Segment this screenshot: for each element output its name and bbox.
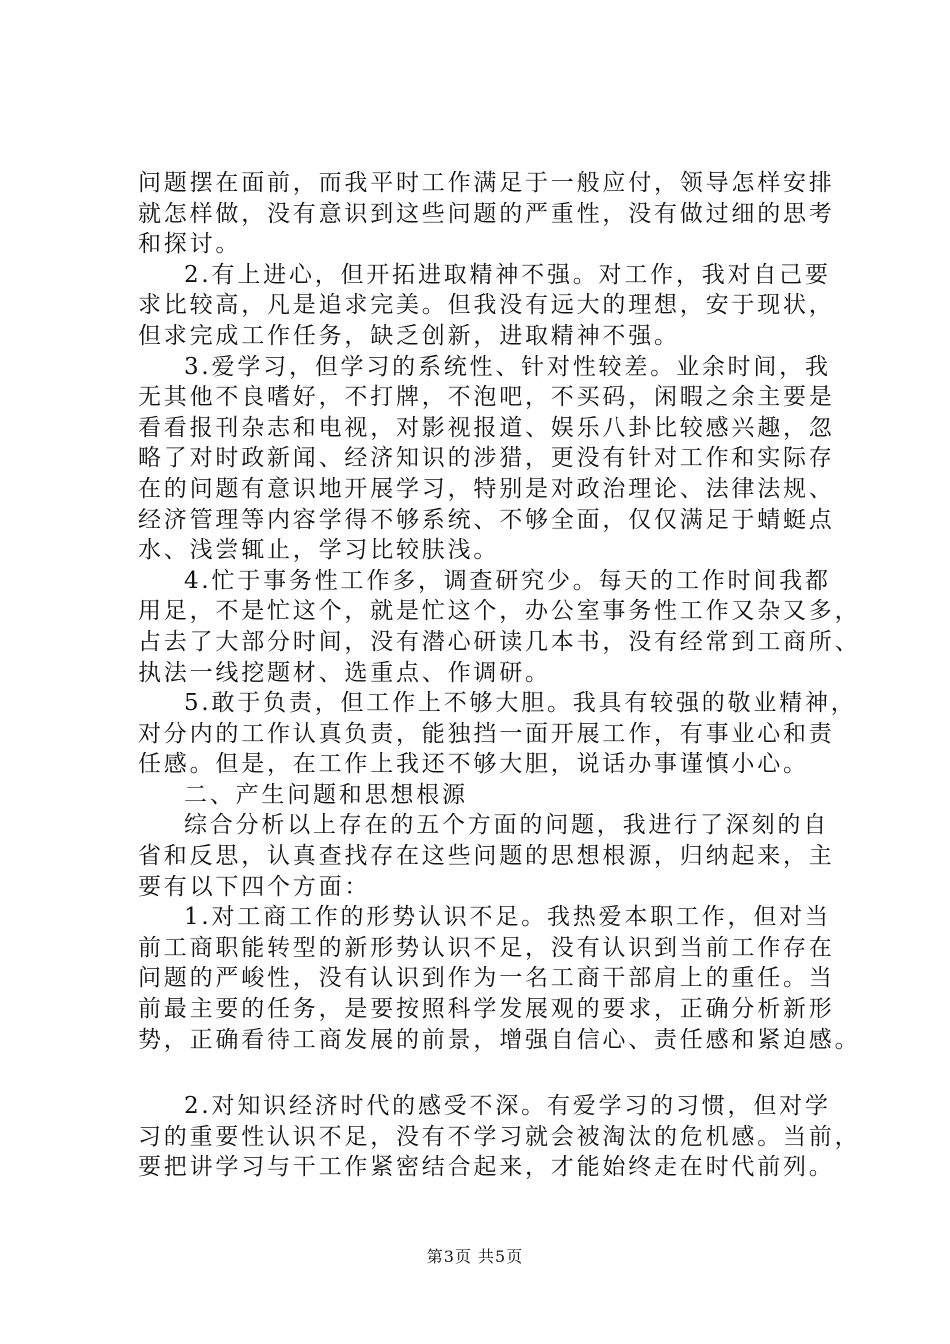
text-line: 习的重要性认识不足，没有不学习就会被淘汰的危机感。当前， — [138, 1123, 861, 1150]
text-line: 任感。但是，在工作上我还不够大胆，说话办事谨慎小心。 — [138, 751, 809, 778]
text-line: 1.对工商工作的形势认识不足。我热爱本职工作，但对当 — [184, 904, 831, 931]
text-line: 势，正确看待工商发展的前景，增强自信心、责任感和紧迫感。 — [138, 1026, 861, 1053]
text-line: 问题摆在面前，而我平时工作满足于一般应付，领导怎样安排 — [138, 170, 835, 196]
text-line: 5.敢于负责，但工作上不够大胆。我具有较强的敬业精神， — [184, 690, 857, 717]
text-block — [138, 168, 861, 1055]
text-line: 3.爱学习，但学习的系统性、针对性较差。业余时间，我 — [184, 353, 831, 380]
text-line: 和探讨。 — [138, 231, 242, 258]
document-body — [138, 168, 861, 1183]
text-line: 在的问题有意识地开展学习，特别是对政治理论、法律法规、 — [138, 475, 835, 502]
text-line: 水、浅尝辄止，学习比较肤浅。 — [138, 537, 500, 564]
text-line: 求比较高，凡是追求完美。但我没有远大的理想，安于现状， — [138, 292, 835, 319]
text-line: 无其他不良嗜好，不打牌，不泡吧，不买码，闲暇之余主要是 — [138, 384, 835, 411]
paragraph-gap — [138, 1055, 858, 1091]
text-line: 2.有上进心，但开拓进取精神不强。对工作，我对自己要 — [184, 261, 831, 288]
text-line: 略了对时政新闻、经济知识的涉猎，更没有针对工作和实际存 — [138, 445, 835, 472]
text-line: 2.对知识经济时代的感受不深。有爱学习的习惯，但对学 — [184, 1093, 831, 1120]
text-line: 看看报刊杂志和电视，对影视报道、娱乐八卦比较感兴趣，忽 — [138, 414, 835, 441]
text-line: 二、产生问题和思想根源 — [184, 781, 468, 808]
text-line: 占去了大部分时间，没有潜心研读几本书，没有经常到工商所、 — [138, 628, 861, 655]
text-line: 要有以下四个方面： — [138, 873, 371, 900]
text-line: 但求完成工作任务，缺乏创新，进取精神不强。 — [138, 322, 680, 349]
text-line: 用足，不是忙这个，就是忙这个，办公室事务性工作又杂又多， — [138, 598, 861, 625]
text-line: 4.忙于事务性工作多，调查研究少。每天的工作时间我都 — [184, 567, 831, 594]
page-footer: 第3页 共5页 — [426, 1247, 524, 1266]
text-line: 执法一线挖题材、选重点、作调研。 — [138, 659, 551, 686]
text-line: 问题的严峻性，没有认识到作为一名工商干部肩上的重任。当 — [138, 965, 835, 992]
text-line: 要把讲学习与干工作紧密结合起来，才能始终走在时代前列。 — [138, 1154, 835, 1181]
text-line: 就怎样做，没有意识到这些问题的严重性，没有做过细的思考 — [138, 200, 835, 227]
text-line: 前工商职能转型的新形势认识不足，没有认识到当前工作存在 — [138, 934, 835, 961]
text-line: 对分内的工作认真负责，能独挡一面开展工作，有事业心和责 — [138, 720, 835, 747]
text-line: 前最主要的任务，是要按照科学发展观的要求，正确分析新形 — [138, 996, 835, 1023]
text-block — [138, 1091, 861, 1183]
text-line: 经济管理等内容学得不够系统、不够全面，仅仅满足于蜻蜓点 — [138, 506, 835, 533]
text-line: 综合分析以上存在的五个方面的问题，我进行了深刻的自 — [184, 812, 829, 839]
text-line: 省和反思，认真查找存在这些问题的思想根源，归纳起来，主 — [138, 843, 835, 870]
